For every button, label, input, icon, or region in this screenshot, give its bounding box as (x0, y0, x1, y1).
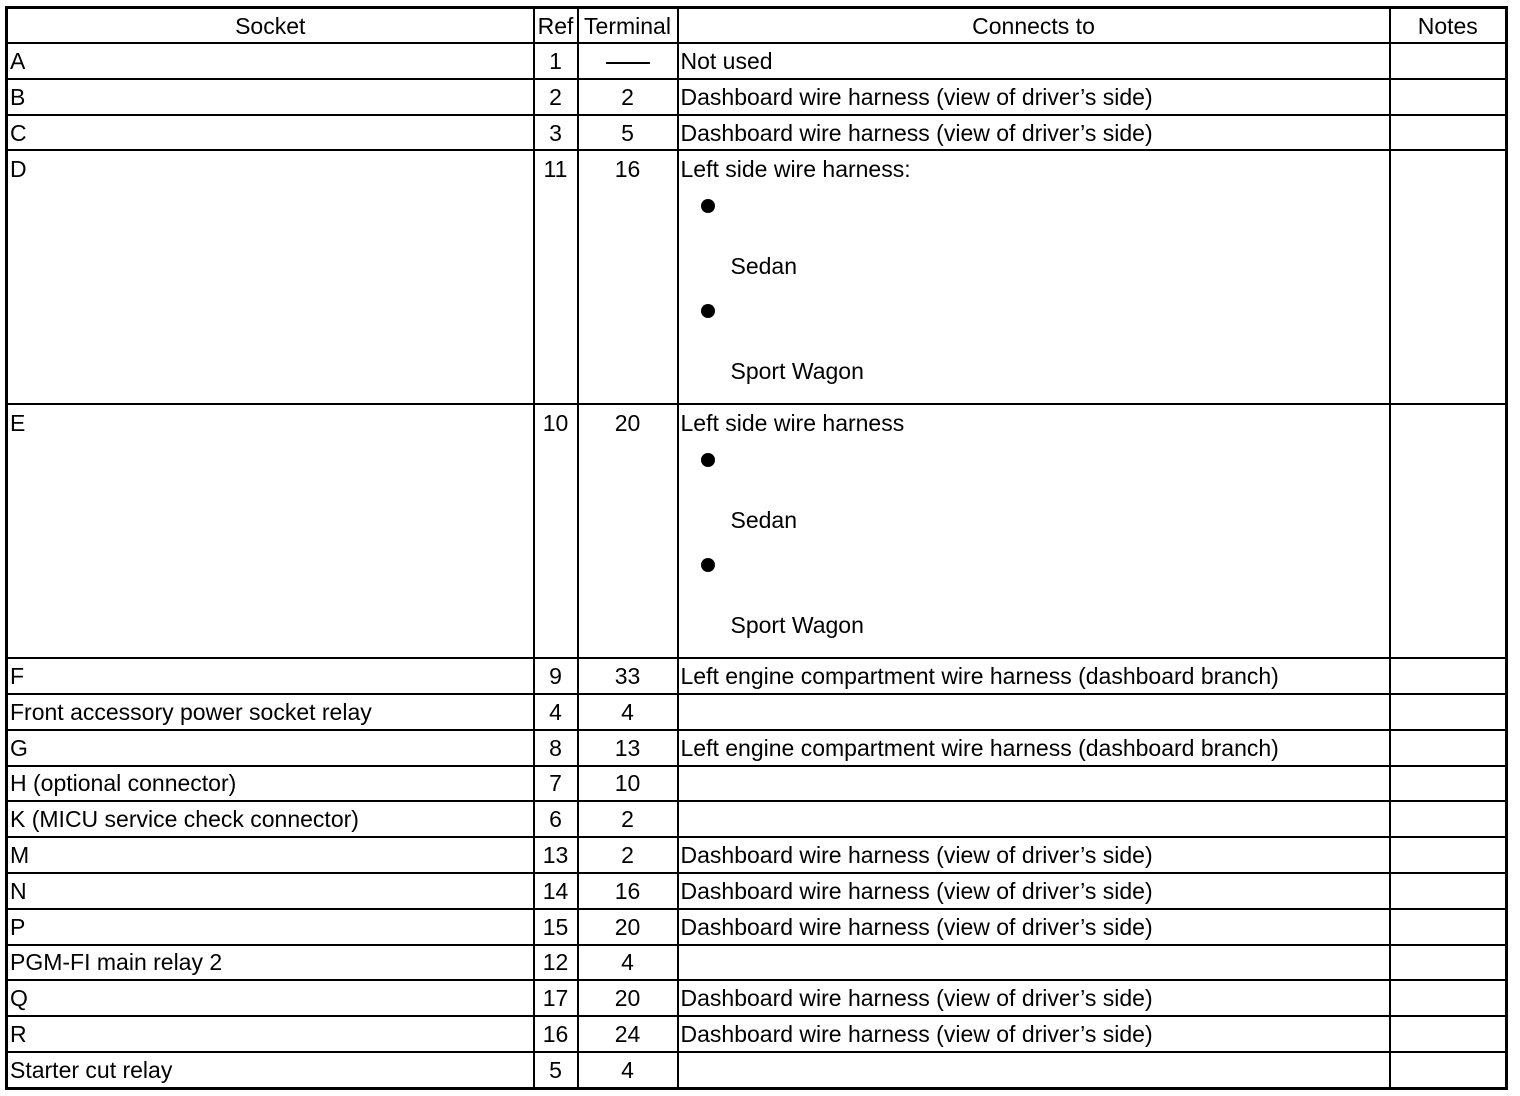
bullet-icon (701, 304, 715, 318)
cell-socket: A (7, 43, 534, 79)
cell-connects-to: Not used (678, 43, 1390, 79)
cell-socket: PGM-FI main relay 2 (7, 945, 534, 981)
cell-notes (1390, 150, 1507, 404)
cell-notes (1390, 837, 1507, 873)
bullet-list (681, 181, 1387, 391)
list-item (681, 181, 1387, 286)
list-item (681, 435, 1387, 540)
cell-socket: D (7, 150, 534, 404)
cell-terminal: 20 (578, 404, 678, 658)
cell-socket: C (7, 115, 534, 151)
cell-socket: Front accessory power socket relay (7, 694, 534, 730)
cell-connects-to: Dashboard wire harness (view of driver’s side) (678, 980, 1390, 1016)
cell-ref: 2 (534, 79, 578, 115)
dash-mark (606, 62, 650, 64)
table-row (7, 801, 1507, 837)
table-row (7, 150, 1507, 404)
cell-notes (1390, 980, 1507, 1016)
cell-ref: 14 (534, 873, 578, 909)
cell-socket: N (7, 873, 534, 909)
cell-connects-to: Dashboard wire harness (view of driver’s side) (678, 837, 1390, 873)
cell-ref: 1 (534, 43, 578, 79)
cell-connects-to: Dashboard wire harness (view of driver’s side) (678, 909, 1390, 945)
cell-terminal: 4 (578, 945, 678, 981)
header-socket: Socket (7, 8, 534, 44)
cell-connects-to (678, 801, 1390, 837)
cell-socket: E (7, 404, 534, 658)
table-body (7, 43, 1507, 1089)
cell-socket: P (7, 909, 534, 945)
cell-terminal: 20 (578, 909, 678, 945)
bullet-list (681, 435, 1387, 645)
cell-connects-to (678, 694, 1390, 730)
table-row (7, 1052, 1507, 1089)
cell-notes (1390, 694, 1507, 730)
header-terminal: Terminal (578, 8, 678, 44)
cell-notes (1390, 873, 1507, 909)
cell-connects-to (678, 945, 1390, 981)
cell-notes (1390, 79, 1507, 115)
table-row (7, 980, 1507, 1016)
cell-terminal: 5 (578, 115, 678, 151)
bullet-text: Sedan (730, 507, 798, 534)
cell-ref: 13 (534, 837, 578, 873)
cell-terminal: 4 (578, 1052, 678, 1089)
cell-ref: 10 (534, 404, 578, 658)
cell-connects-to: Left engine compartment wire harness (dashboard branch) (678, 658, 1390, 694)
table-row (7, 79, 1507, 115)
cell-connects-to (678, 1052, 1390, 1089)
table-row (7, 945, 1507, 981)
cell-terminal: 2 (578, 79, 678, 115)
cell-notes (1390, 43, 1507, 79)
cell-ref: 12 (534, 945, 578, 981)
cell-socket: F (7, 658, 534, 694)
table-row (7, 909, 1507, 945)
cell-ref: 16 (534, 1016, 578, 1052)
cell-socket: R (7, 1016, 534, 1052)
cell-notes (1390, 115, 1507, 151)
cell-ref: 6 (534, 801, 578, 837)
bullet-text: Sport Wagon (730, 358, 864, 385)
cell-terminal: 13 (578, 730, 678, 766)
cell-socket: Starter cut relay (7, 1052, 534, 1089)
table-row (7, 404, 1507, 658)
cell-terminal: 24 (578, 1016, 678, 1052)
cell-connects-to: Dashboard wire harness (view of driver’s side) (678, 79, 1390, 115)
bullet-text: Sedan (730, 253, 798, 280)
header-row (7, 8, 1507, 44)
cell-socket: B (7, 79, 534, 115)
cell-terminal: 4 (578, 694, 678, 730)
cell-ref: 17 (534, 980, 578, 1016)
table-row (7, 658, 1507, 694)
cell-connects-to: Dashboard wire harness (view of driver’s side) (678, 115, 1390, 151)
cell-notes (1390, 1016, 1507, 1052)
cell-notes (1390, 1052, 1507, 1089)
cell-ref: 8 (534, 730, 578, 766)
table-row (7, 1016, 1507, 1052)
cell-notes (1390, 730, 1507, 766)
cell-connects-to (678, 150, 1390, 404)
cell-socket: M (7, 837, 534, 873)
cell-connects-to: Left engine compartment wire harness (dashboard branch) (678, 730, 1390, 766)
table-row (7, 43, 1507, 79)
cell-ref: 3 (534, 115, 578, 151)
cell-ref: 15 (534, 909, 578, 945)
cell-terminal: 16 (578, 150, 678, 404)
bullet-icon (701, 199, 715, 213)
connects-label: Left side wire harness: (680, 156, 911, 183)
cell-ref: 7 (534, 766, 578, 802)
table-row (7, 766, 1507, 802)
cell-connects-to (678, 404, 1390, 658)
cell-terminal: 2 (578, 801, 678, 837)
cell-terminal: 33 (578, 658, 678, 694)
list-item (681, 286, 1387, 391)
cell-notes (1390, 404, 1507, 658)
table-row (7, 873, 1507, 909)
cell-ref: 9 (534, 658, 578, 694)
table-row (7, 730, 1507, 766)
cell-socket: H (optional connector) (7, 766, 534, 802)
bullet-icon (701, 558, 715, 572)
cell-notes (1390, 801, 1507, 837)
cell-connects-to: Dashboard wire harness (view of driver’s side) (678, 1016, 1390, 1052)
cell-terminal (578, 43, 678, 79)
connects-label: Left side wire harness (680, 410, 905, 437)
cell-ref: 5 (534, 1052, 578, 1089)
cell-connects-to: Dashboard wire harness (view of driver’s side) (678, 873, 1390, 909)
cell-notes (1390, 909, 1507, 945)
header-connects-to: Connects to (678, 8, 1390, 44)
cell-ref: 4 (534, 694, 578, 730)
connector-table (5, 6, 1508, 1090)
list-item (681, 540, 1387, 645)
cell-notes (1390, 658, 1507, 694)
cell-notes (1390, 945, 1507, 981)
cell-socket: K (MICU service check connector) (7, 801, 534, 837)
cell-connects-to (678, 766, 1390, 802)
cell-terminal: 10 (578, 766, 678, 802)
header-notes: Notes (1390, 8, 1507, 44)
bullet-text: Sport Wagon (730, 612, 864, 639)
cell-terminal: 20 (578, 980, 678, 1016)
cell-socket: G (7, 730, 534, 766)
cell-ref: 11 (534, 150, 578, 404)
cell-terminal: 16 (578, 873, 678, 909)
cell-terminal: 2 (578, 837, 678, 873)
table-row (7, 837, 1507, 873)
table-row (7, 115, 1507, 151)
cell-socket: Q (7, 980, 534, 1016)
cell-notes (1390, 766, 1507, 802)
header-ref: Ref (534, 8, 578, 44)
table-row (7, 694, 1507, 730)
bullet-icon (701, 453, 715, 467)
